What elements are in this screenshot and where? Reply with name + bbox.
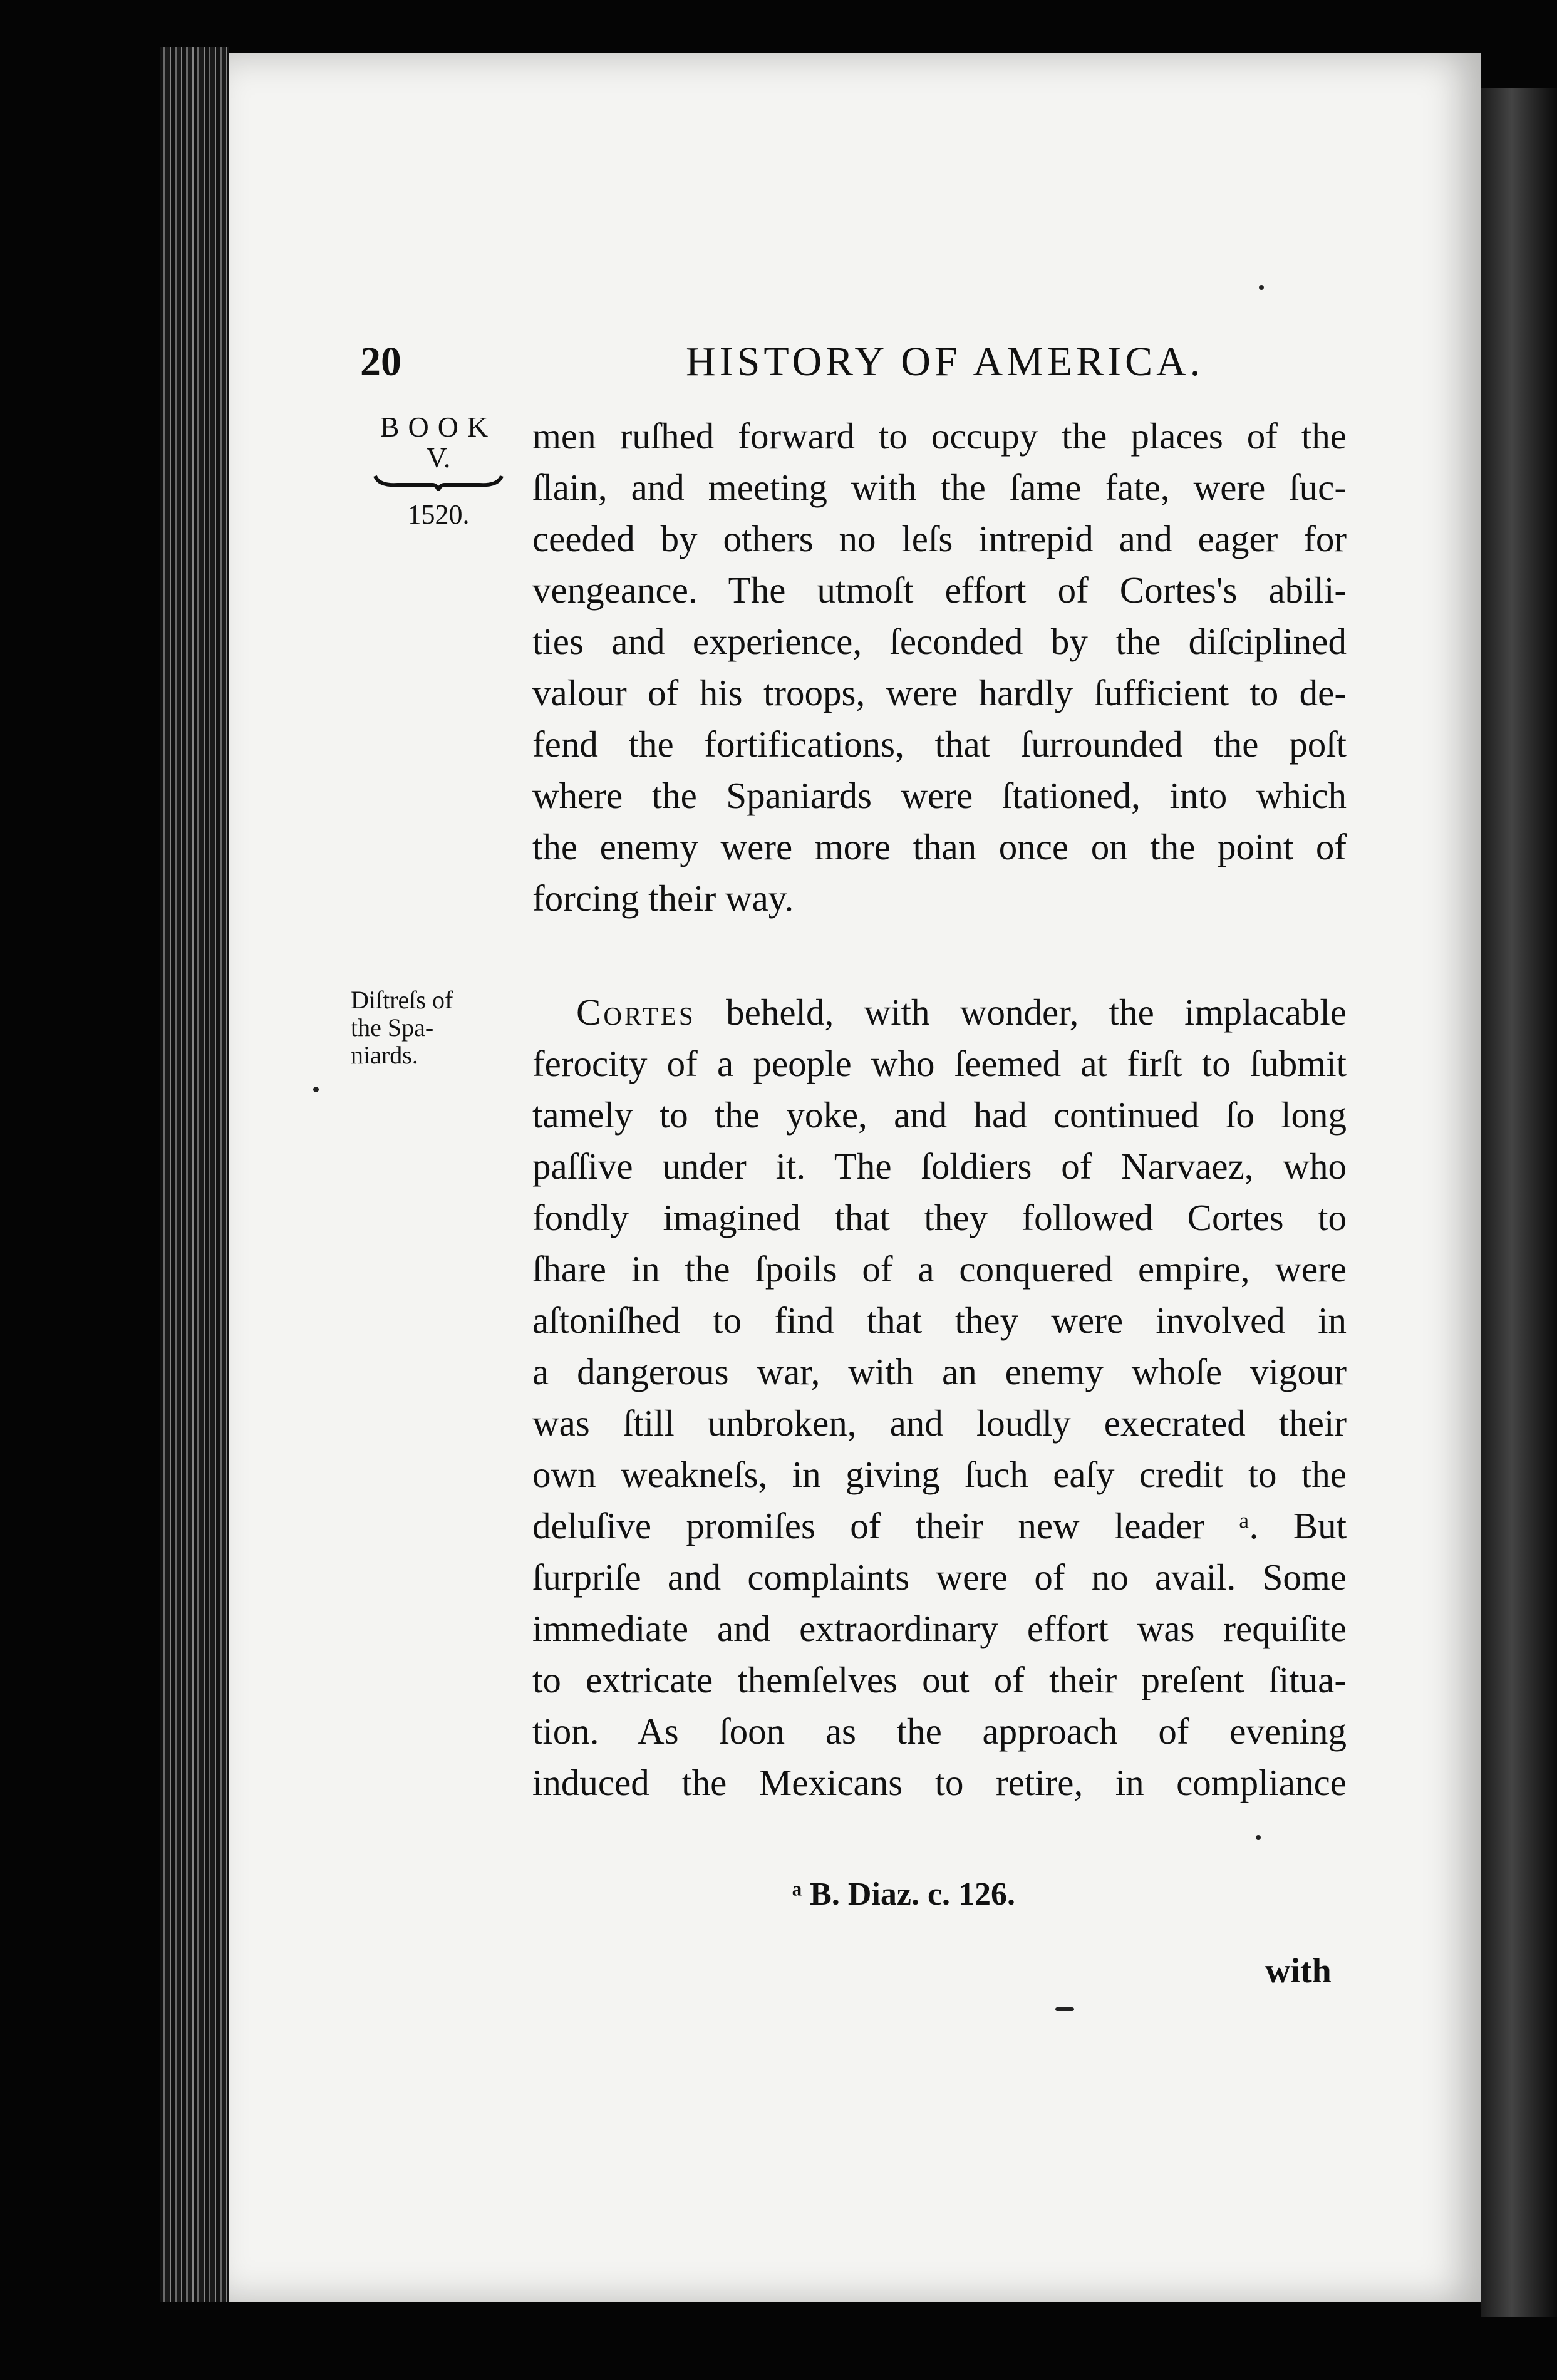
paragraph-opening-line <box>532 986 1347 1038</box>
book-number: V. <box>426 442 451 473</box>
text-line: vengeance. The utmoſt effort of Cortes's abili- <box>532 569 1347 611</box>
side-note-line: Diſtreſs of <box>351 986 453 1014</box>
text-line: valour of his troops, were hardly ſufficient to de- <box>532 672 1347 713</box>
page-number: 20 <box>360 339 401 385</box>
running-head <box>360 338 1362 395</box>
text-line: to extricate themſelves out of their preſent ſitua- <box>532 1659 1347 1700</box>
year-label: 1520. <box>407 499 470 530</box>
text-line: deluſive promiſes of their new leader ᵃ. But <box>532 1505 1347 1546</box>
right-page-edge <box>1481 88 1557 2317</box>
text-line: own weakneſs, in giving ſuch eaſy credit to the <box>532 1454 1347 1495</box>
text-line: men ruſhed forward to occupy the places of the <box>532 415 1347 457</box>
side-note <box>351 986 482 1069</box>
paragraph-gap <box>532 924 1347 986</box>
text-line: where the Spaniards were ſtationed, into which <box>532 775 1347 816</box>
text-line: fondly imagined that they followed Cortes to <box>532 1197 1347 1238</box>
text-line: was ſtill unbroken, and loudly execrated their <box>532 1402 1347 1444</box>
text-line: immediate and extraordinary effort was requiſite <box>532 1608 1347 1649</box>
brace-ornament <box>373 472 504 491</box>
text-line: ſlain, and meeting with the ſame fate, were ſuc- <box>532 467 1347 508</box>
side-note-line: niards. <box>351 1041 418 1069</box>
text-line: ties and experience, ſeconded by the diſciplined <box>532 621 1347 662</box>
page-title: HISTORY OF AMERICA. <box>686 339 1204 385</box>
scan-speck <box>1256 1835 1261 1840</box>
catchword: with <box>1265 1952 1332 1990</box>
margin-book-marker <box>366 410 510 530</box>
body-text <box>532 410 1347 1808</box>
text-line: fend the fortifications, that ſurrounded the poſt <box>532 723 1347 765</box>
text-line: aſtoniſhed to find that they were involved in <box>532 1300 1347 1341</box>
text-line: ſhare in the ſpoils of a conquered empire, were <box>532 1248 1347 1290</box>
text-line: the enemy were more than once on the point of <box>532 826 1347 867</box>
footnote: ᵃ B. Diaz. c. 126. <box>792 1876 1016 1912</box>
book-label: BOOK <box>380 411 497 443</box>
page-gutter-edges <box>160 47 229 2302</box>
text-line: ferocity of a people who ſeemed at firſt to ſubmit <box>532 1043 1347 1084</box>
text-line: induced the Mexicans to retire, in compliance <box>532 1762 1347 1803</box>
text-line: ceeded by others no leſs intrepid and eager for <box>532 518 1347 559</box>
text-line: tamely to the yoke, and had continued ſo long <box>532 1094 1347 1136</box>
text-line: ſurpriſe and complaints were of no avail. Some <box>532 1556 1347 1598</box>
side-note-line: the Spa- <box>351 1013 434 1042</box>
text-line: paſſive under it. The ſoldiers of Narvaez, who <box>532 1146 1347 1187</box>
scan-speck <box>1259 285 1264 290</box>
opening-line-rest: beheld, with wonder, the implacable <box>695 991 1347 1033</box>
text-line: forcing their way. <box>532 877 794 919</box>
scan-speck <box>1055 2007 1074 2011</box>
text-line: tion. As ſoon as the approach of evening <box>532 1710 1347 1752</box>
scan-speck <box>313 1087 319 1092</box>
text-line: a dangerous war, with an enemy whoſe vigour <box>532 1351 1347 1392</box>
lead-word: Cortes <box>576 991 696 1033</box>
